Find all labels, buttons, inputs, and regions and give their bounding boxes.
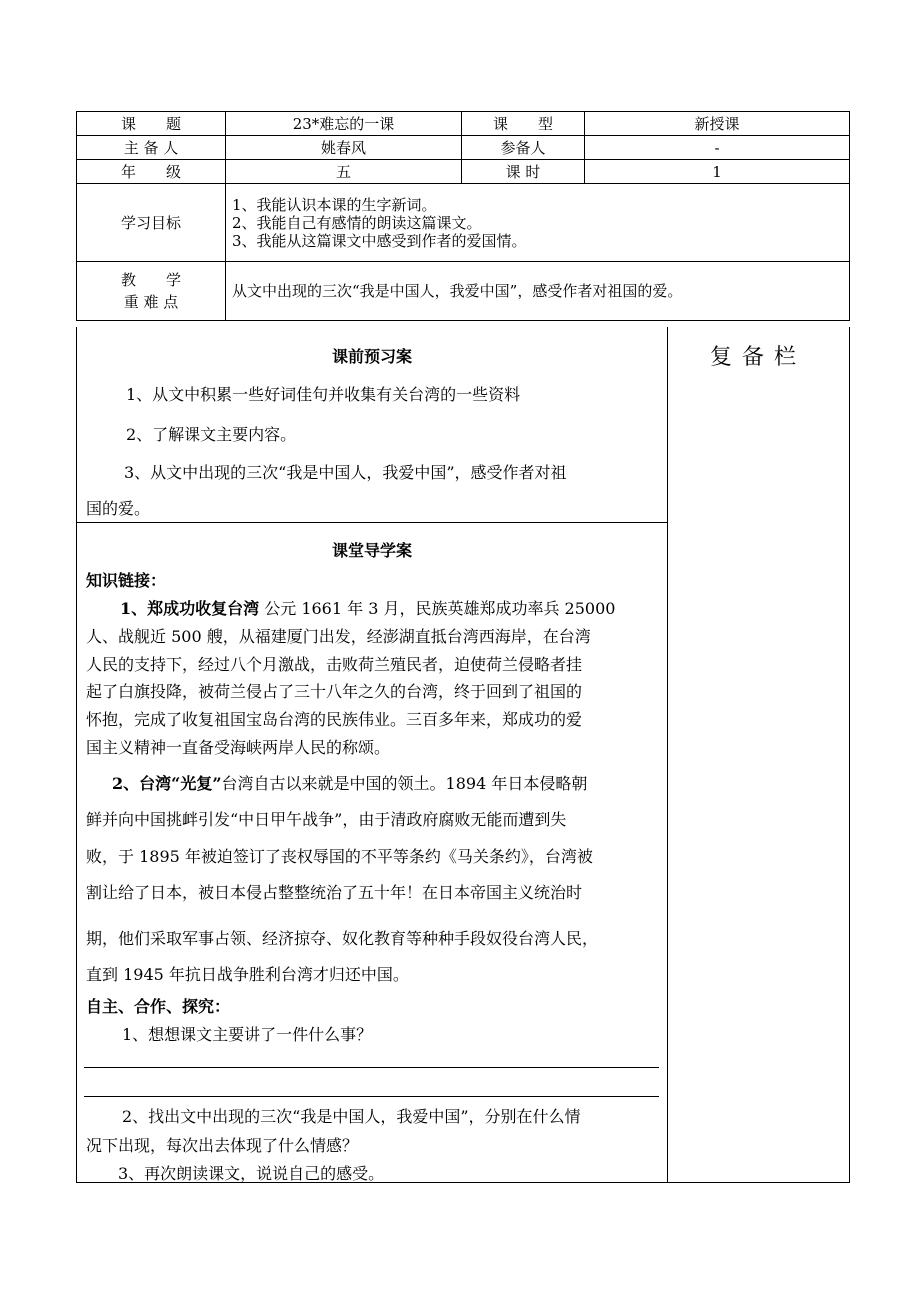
value-topic: 23*难忘的一课: [226, 112, 462, 136]
p2-line: 台湾自古以来就是中国的领土。1894 年日本侵略朝: [221, 774, 588, 793]
value-periods: 1: [585, 160, 850, 184]
value-grade: 五: [226, 160, 462, 184]
row-preparer: [77, 136, 850, 160]
guide-title: 课堂导学案: [331, 541, 412, 560]
label-key-line1: 教 学: [120, 271, 181, 289]
p1-line: 人民的支持下，经过八个月激战，击败荷兰殖民者，迫使荷兰侵略者挂: [86, 655, 583, 674]
key-points-text: 从文中出现的三次“我是中国人，我爱中国”，感受作者对祖国的爱。: [226, 262, 850, 321]
p2-line: 直到 1945 年抗日战争胜利台湾才归还中国。: [86, 965, 409, 984]
goal-item: 1、我能认识本课的生字新词。: [232, 195, 437, 214]
paragraph-line: [120, 596, 615, 619]
question-2: 2、找出文中出现的三次“我是中国人，我爱中国”，分别在什么情: [122, 1107, 581, 1126]
preview-item: 3、从文中出现的三次“我是中国人，我爱中国”，感受作者对祖: [124, 463, 567, 482]
goals-cell: [226, 184, 850, 262]
question-3: 3、再次朗读课文，说说自己的感受。: [118, 1164, 385, 1183]
label-grade: 年 级: [77, 160, 226, 184]
label-co-preparer: 参备人: [462, 136, 585, 160]
question-1: 1、想想课文主要讲了一件什么事？: [122, 1025, 373, 1044]
paragraph-line: [112, 771, 587, 794]
value-type: 新授课: [585, 112, 850, 136]
preview-title: 课前预习案: [331, 347, 412, 366]
knowledge-link-heading: 知识链接：: [86, 571, 167, 590]
explore-heading: 自主、合作、探究：: [86, 997, 231, 1016]
p2-line: 鲜并向中国挑衅引发“中日甲午战争”，由于清政府腐败无能而遭到失: [86, 810, 567, 829]
value-preparer: 姚春风: [226, 136, 462, 160]
goal-item: 2、我能自己有感情的朗读这篇课文。: [232, 213, 482, 232]
row-goals: [77, 184, 850, 262]
label-type: 课 型: [462, 112, 585, 136]
label-topic: 课 题: [77, 112, 226, 136]
review-column-title: 复备栏: [709, 345, 806, 370]
section-divider: [76, 522, 668, 523]
preview-item: 1、从文中积累一些好词佳句并收集有关台湾的一些资料: [126, 385, 521, 404]
p2-heading: 2、台湾“光复”: [112, 774, 222, 793]
row-grade: [77, 160, 850, 184]
p1-heading: 1、郑成功收复台湾: [120, 599, 260, 618]
label-goals: 学习目标: [77, 184, 226, 262]
p2-line: 败，于 1895 年被迫签订了丧权辱国的不平等条约《马关条约》，台湾被: [86, 847, 593, 866]
question-2-cont: 况下出现，每次出去体现了什么情感？: [86, 1136, 359, 1155]
p1-line: 人、战舰近 500 艘，从福建厦门出发，经澎湖直抵台湾西海岸，在台湾: [86, 627, 591, 646]
answer-line[interactable]: [84, 1096, 659, 1097]
p2-line: 割让给了日本，被日本侵占整整统治了五十年！在日本帝国主义统治时: [86, 883, 583, 902]
label-periods: 课 时: [462, 160, 585, 184]
label-key-points: [77, 262, 226, 321]
column-divider: [667, 327, 668, 1183]
preview-item: 2、了解课文主要内容。: [126, 425, 297, 444]
row-key-points: [77, 262, 850, 321]
p1-line: 起了白旗投降，被荷兰侵占了三十八年之久的台湾，终于回到了祖国的: [86, 682, 583, 701]
label-key-line2: 重 难 点: [123, 293, 179, 311]
row-topic: [77, 112, 850, 136]
p1-line: 公元 1661 年 3 月，民族英雄郑成功率兵 25000: [259, 599, 616, 618]
answer-line[interactable]: [84, 1067, 659, 1068]
p1-line: 怀抱，完成了收复祖国宝岛台湾的民族伟业。三百多年来，郑成功的爱: [86, 710, 583, 729]
p1-line: 国主义精神一直备受海峡两岸人民的称颂。: [86, 738, 391, 757]
goal-item: 3、我能从这篇课文中感受到作者的爱国情。: [232, 231, 527, 250]
label-preparer: 主 备 人: [77, 136, 226, 160]
value-co-preparer: -: [585, 136, 850, 160]
lesson-header-table: [76, 111, 850, 321]
preview-item-cont: 国的爱。: [86, 499, 151, 518]
p2-line: 期，他们采取军事占领、经济掠夺、奴化教育等种种手段奴役台湾人民，: [86, 929, 599, 948]
